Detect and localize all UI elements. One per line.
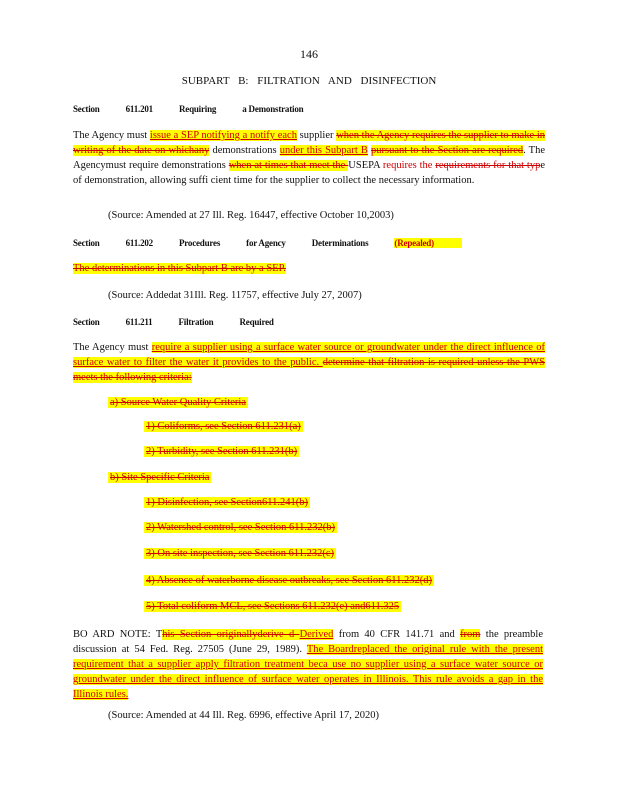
criteria-item: 5) Total coliform MCL, see Sections 611.232(e) and611.325 (146, 601, 400, 612)
criteria-item: a) Source Water Quality Criteria (110, 397, 246, 408)
criteria-item: 2) Watershed control, see Section 611.232(b) (146, 522, 335, 533)
section-211-paragraph: The Agency must require a supplier using a surface water source or groundwater under the direct influence of surface water to filter the water it provides to the public. determine that filtration is required unless the PWS meets the following criteria: (73, 342, 545, 383)
criteria-item: 2) Turbidity, see Section 611.231(b) (146, 446, 298, 457)
section-201-source: (Source: Amended at 27 Ill. Reg. 16447, effective October 10,2003) (108, 210, 394, 221)
page-number: 146 (300, 47, 318, 61)
criteria-item: 3) On site inspection, see Section 611.232(c) (146, 548, 334, 559)
criteria-item: b) Site Specific Criteria (110, 472, 210, 483)
section-201-heading: Section 611.201 Requiring a Demonstration (73, 104, 304, 114)
section-202-source: (Source: Addedat 31Ill. Reg. 11757, effective July 27, 2007) (108, 290, 362, 301)
board-note: BO ARD NOTE: This Section originallyderive d Derived from 40 CFR 141.71 and from the preamble discussion at 54 Fed. Reg. 27505 (June 29, 1989). The Boardreplaced the original rule with the present requirement that a supplier apply filtration treatment beca use no supplier using a surface water source or groundwater under the direct influence of surface water operates in Illinois. This rule avoids a gap in the Illinois rules. (73, 629, 543, 700)
criteria-item: 1) Coliforms, see Section 611.231(a) (146, 421, 301, 432)
subpart-title: SUBPART B: FILTRATION AND DISINFECTION (181, 75, 437, 87)
section-202-paragraph: The determinations in this Subpart B are by a SEP. (73, 263, 286, 274)
section-201-paragraph: The Agency must issue a SEP notifying a notify each supplier when the Agency requires the supplier to make in writing of the date on whichany demonstrations under this Subpart B pursuant to the Section are required. The Agencymust require demonstrations when at times that meet the USEPA requires the requirements for that type of demonstration, allowing suffi cient time for the supplier to collect the necessary information. (73, 130, 546, 186)
criteria-item: 1) Disinfection, see Section611.241(b) (146, 497, 309, 508)
section-202-heading: Section 611.202 Procedures for Agency Determinations (Repealed) (73, 238, 488, 248)
section-211-source: (Source: Amended at 44 Ill. Reg. 6996, effective April 17, 2020) (108, 710, 379, 721)
section-211-heading: Section 611.211 Filtration Required (73, 317, 274, 327)
criteria-item: 4) Absence of waterborne disease outbreaks, see Section 611.232(d) (146, 575, 432, 586)
